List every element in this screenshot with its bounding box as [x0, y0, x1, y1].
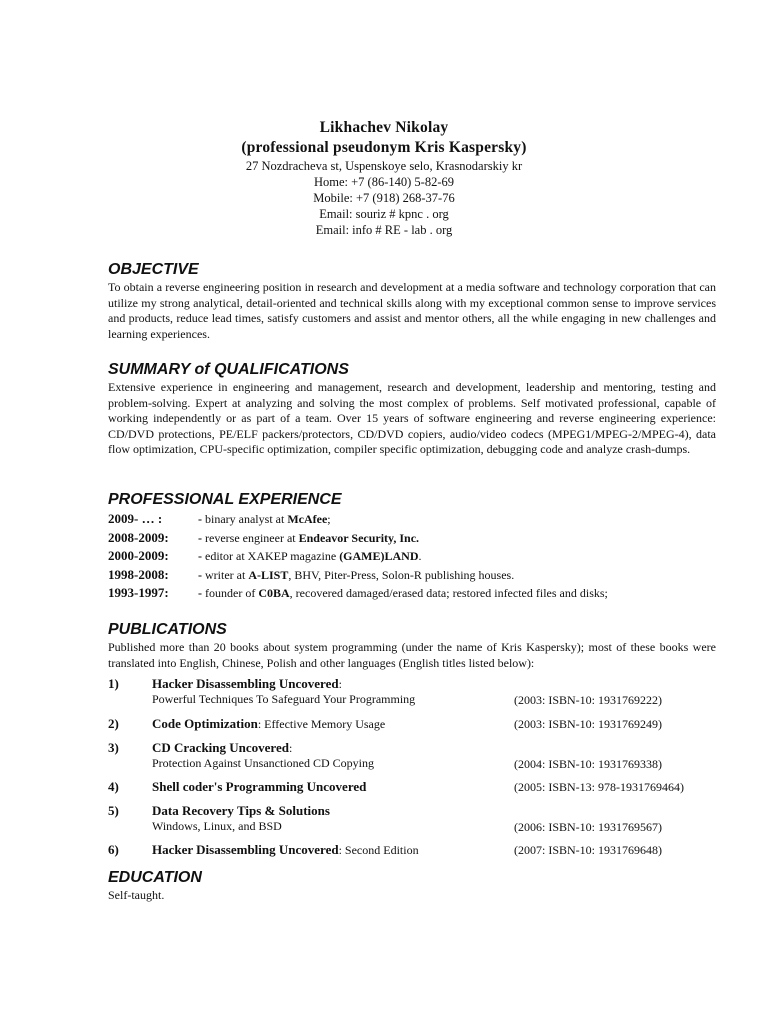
experience-row: [108, 511, 716, 530]
publication-title-main: Hacker Disassembling Uncovered: [152, 676, 339, 691]
experience-list: [108, 511, 716, 604]
experience-row: [108, 567, 716, 586]
objective-section: [108, 260, 716, 342]
mobile-phone: Mobile: +7 (918) 268-37-76: [313, 191, 455, 205]
publication-isbn: (2007: ISBN-10: 1931769648): [514, 843, 662, 857]
publication-title-main: Shell coder's Programming Uncovered: [152, 779, 367, 794]
summary-section: [108, 360, 716, 458]
publication-isbn: (2003: ISBN-10: 1931769249): [514, 717, 662, 731]
email-primary: Email: souriz # kpnc . org: [319, 207, 449, 221]
person-name: Likhachev Nikolay: [319, 119, 449, 136]
publication-title-main: Hacker Disassembling Uncovered: [152, 842, 339, 857]
email-secondary: Email: info # RE - lab . org: [315, 223, 453, 237]
publication-title-rest: :: [288, 741, 293, 755]
experience-role: reverse engineer at: [202, 530, 299, 545]
publication-subtitle: Protection Against Unsanctioned CD Copying: [152, 756, 374, 770]
publication-subtitle: Windows, Linux, and BSD: [152, 819, 282, 833]
publication-isbn: (2004: ISBN-10: 1931769338): [514, 757, 662, 771]
publication-title: [152, 803, 330, 819]
publication-title: [152, 740, 292, 756]
publications-heading: PUBLICATIONS: [108, 621, 227, 638]
publication-title-rest: : Second Edition: [338, 843, 419, 857]
experience-description: [198, 586, 608, 601]
publication-subtitle: Powerful Techniques To Safeguard Your Programming: [152, 692, 416, 706]
experience-employer: C0BA: [258, 586, 290, 601]
education-heading: EDUCATION: [108, 869, 202, 886]
publication-title: [152, 842, 419, 858]
publication-item: [108, 803, 716, 839]
objective-heading: OBJECTIVE: [108, 261, 199, 278]
publication-isbn: (2003: ISBN-10: 1931769222): [514, 693, 662, 707]
publication-number: 3): [108, 740, 119, 755]
address: 27 Nozdracheva st, Uspenskoye selo, Krasnodarskiy kr: [245, 159, 523, 173]
publication-number: 2): [108, 716, 119, 731]
experience-section: [108, 490, 716, 604]
experience-description: [198, 549, 422, 564]
publication-number: 1): [108, 676, 119, 691]
publication-number: 4): [108, 779, 119, 794]
publications-list: [108, 676, 716, 856]
experience-suffix: , BHV, Piter-Press, Solon-R publishing houses.: [288, 567, 515, 582]
publication-title-main: Code Optimization: [152, 716, 258, 731]
experience-suffix: ;: [327, 512, 331, 526]
experience-employer: McAfee: [287, 512, 328, 526]
contact-header: [0, 118, 768, 238]
experience-row: [108, 548, 716, 567]
experience-employer: A-LIST: [248, 567, 289, 582]
experience-row: [108, 585, 716, 604]
experience-role: writer at: [202, 567, 249, 582]
publication-title: [152, 779, 366, 795]
education-text: Self-taught.: [108, 888, 165, 902]
experience-dash: -: [198, 530, 202, 545]
publication-number: 6): [108, 842, 119, 857]
experience-years: 1993-1997:: [108, 585, 169, 601]
publication-isbn: (2006: ISBN-10: 1931769567): [514, 820, 662, 834]
experience-years: 2008-2009:: [108, 529, 169, 545]
experience-dash: -: [198, 549, 202, 564]
experience-dash: -: [198, 512, 202, 526]
experience-row: [108, 530, 716, 549]
experience-heading: PROFESSIONAL EXPERIENCE: [108, 491, 342, 508]
publication-number: 5): [108, 803, 119, 818]
experience-employer: (GAME)LAND: [339, 549, 419, 564]
experience-description: [198, 512, 331, 527]
summary-heading: SUMMARY of QUALIFICATIONS: [108, 361, 349, 378]
publication-title: [152, 716, 385, 732]
education-section: [108, 868, 716, 904]
experience-role: binary analyst at: [202, 512, 288, 526]
publication-title-rest: :: [338, 677, 342, 691]
experience-years: 2000-2009:: [108, 548, 169, 564]
experience-role: editor at XAKEP magazine: [202, 549, 340, 564]
publications-section: [108, 620, 716, 671]
experience-role: founder of: [202, 586, 259, 601]
publications-intro: Published more than 20 books about system programming (under the name of Kris Kaspersky); most of these books were translated into English, Chinese, Polish and other languages (English titles listed below):: [108, 640, 716, 670]
experience-suffix: , recovered damaged/erased data; restored infected files and disks;: [289, 586, 608, 601]
experience-years: 2009- … :: [108, 511, 163, 526]
experience-employer: Endeavor Security, Inc.: [298, 530, 420, 545]
experience-suffix: .: [418, 549, 422, 564]
experience-description: [198, 531, 419, 546]
summary-text: Extensive experience in engineering and management, research and development, leadership and mentoring, testing and problem-solving. Expert at analyzing and solving the most complex of problems. Self motivated professional, capable of working independently or as part of a team. Over 15 years of software engineering and reverse engineering experience: CD/DVD protections, PE/ELF packers/protectors, CD/DVD copiers, audio/video codecs (MPEG1/MPEG-2/MPEG-4), data flow optimization, CPU-specific optimization, compiler specific optimization, debugging code and analyze crash-dumps.: [108, 380, 716, 457]
publication-title: [152, 676, 342, 692]
publication-title-main: CD Cracking Uncovered: [152, 740, 289, 755]
pseudonym: (professional pseudonym Kris Kaspersky): [241, 139, 527, 156]
experience-dash: -: [198, 586, 202, 601]
experience-description: [198, 568, 514, 583]
publication-isbn: (2005: ISBN-13: 978-1931769464): [514, 780, 684, 794]
publication-title-main: Data Recovery Tips & Solutions: [152, 803, 330, 818]
experience-years: 1998-2008:: [108, 566, 169, 582]
publication-title-rest: : Effective Memory Usage: [257, 717, 386, 731]
objective-text: To obtain a reverse engineering position in research and development at a media software and technology corporation that can utilize my strong analytical, detail-oriented and technical skills along with my exceptional common sense to improve services and products, reduce lead times, satisfy customers and assist and mentor others, all the while engaging in new challenges and learning experiences.: [108, 280, 716, 341]
experience-dash: -: [198, 567, 202, 582]
publication-item: [108, 740, 716, 776]
publication-item: [108, 676, 716, 712]
home-phone: Home: +7 (86-140) 5-82-69: [313, 175, 454, 189]
